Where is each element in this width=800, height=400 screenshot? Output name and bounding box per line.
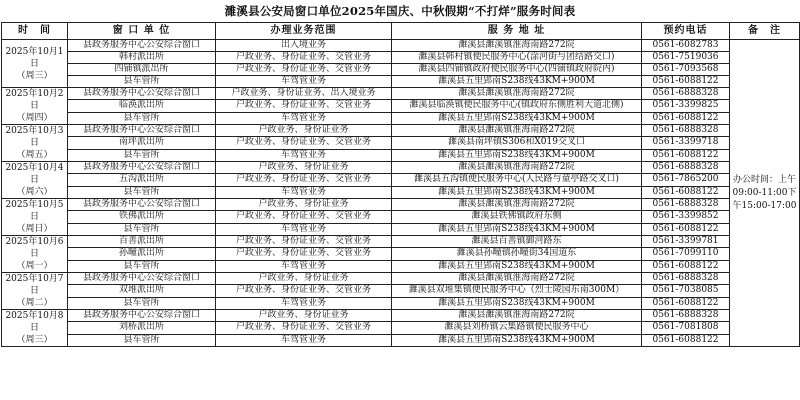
phone-cell: 0561-6088122 [642,297,730,309]
unit-cell: 县政务服务中心公安综合窗口 [68,310,216,322]
address-cell: 濉溪县刘桥镇云集路镇便民服务中心 [392,322,642,334]
phone-cell: 0561-6888328 [642,310,730,322]
address-cell: 濉溪县五沟镇便民服务中心(人民路与童亭路交叉口) [392,174,642,186]
scope-cell: 车驾管业务 [216,223,392,235]
phone-cell: 0561-7099110 [642,248,730,260]
office-hours-note: 办公时间：上午09:00-11:00下午15:00-17:00 [730,40,800,347]
phone-cell: 0561-7038085 [642,285,730,297]
phone-cell: 0561-7519036 [642,52,730,64]
unit-cell: 县政务服务中心公安综合窗口 [68,273,216,285]
weekday-text: （周三） [16,70,53,81]
weekday-text: （周一） [16,261,53,271]
header-row [2,23,800,40]
scope-cell: 户政业务、身份证业务、交管业务 [216,64,392,76]
phone-cell: 0561-3399852 [642,211,730,223]
phone-cell: 0561-6088122 [642,223,730,235]
unit-cell: 县车管所 [68,186,216,198]
date-cell [2,199,68,236]
unit-cell: 县车管所 [68,76,216,88]
unit-cell: 县车管所 [68,149,216,161]
table-row [2,88,800,100]
date-cell [2,162,68,199]
address-cell: 濉溪县濉溪镇淮海南路272院 [392,40,642,52]
table-row [2,334,800,346]
header-time: 时 间 [2,23,68,40]
scope-cell: 户政业务、身份证业务、交管业务 [216,322,392,334]
scope-cell: 户政业务、身份证业务、交管业务 [216,236,392,248]
date-text: 2025年10月8日 [5,311,64,333]
scope-cell: 户政业务、身份证业务 [216,199,392,211]
scope-cell: 户政业务、身份证业务、交管业务 [216,174,392,186]
table-row [2,297,800,309]
address-cell: 濉溪县五里郢南S238线43KM+900M [392,76,642,88]
table-row [2,211,800,223]
phone-cell: 0561-6088122 [642,186,730,198]
weekday-text: （周六） [16,187,53,197]
address-cell: 濉溪县五里郢南S238线43KM+900M [392,112,642,124]
table-row [2,236,800,248]
phone-cell: 0561-6888328 [642,273,730,285]
address-cell: 濉溪县濉溪镇淮海南路272院 [392,199,642,211]
scope-cell: 户政业务、身份证业务、交管业务 [216,285,392,297]
address-cell: 濉溪县五里郢南S238线43KM+900M [392,260,642,272]
scope-cell: 车驾管业务 [216,186,392,198]
phone-cell: 0561-6088122 [642,260,730,272]
phone-cell: 0561-3399825 [642,100,730,112]
scope-cell: 车驾管业务 [216,76,392,88]
header-phone: 预约电话 [642,23,730,40]
scope-cell: 车驾管业务 [216,260,392,272]
address-cell: 濉溪县双堆集镇便民服务中心（烈士陵园东南300M） [392,285,642,297]
scope-cell: 户政业务、身份证业务、交管业务 [216,137,392,149]
unit-cell: 县政务服务中心公安综合窗口 [68,162,216,174]
unit-cell: 县车管所 [68,223,216,235]
unit-cell: 铁佛派出所 [68,211,216,223]
scope-cell: 户政业务、身份证业务 [216,273,392,285]
unit-cell: 县车管所 [68,297,216,309]
scope-cell: 户政业务、身份证业务、出入境业务 [216,88,392,100]
address-cell: 濉溪县濉溪镇淮海南路272院 [392,125,642,137]
address-cell: 濉溪县濉溪镇淮海南路272院 [392,273,642,285]
unit-cell: 县政务服务中心公安综合窗口 [68,125,216,137]
unit-cell: 五沟派出所 [68,174,216,186]
table-row [2,223,800,235]
phone-cell: 0561-6888328 [642,125,730,137]
unit-cell: 四铺镇派出所 [68,64,216,76]
table-row [2,310,800,322]
table-row [2,100,800,112]
date-text: 2025年10月7日 [5,274,64,296]
unit-cell: 县政务服务中心公安综合窗口 [68,88,216,100]
schedule-table [1,22,800,347]
date-text: 2025年10月1日 [5,46,64,69]
table-row [2,285,800,297]
address-cell: 濉溪县五里郢南S238线43KM+900M [392,334,642,346]
address-cell: 濉溪县百善镇御河路东 [392,236,642,248]
unit-cell: 县车管所 [68,260,216,272]
address-cell: 濉溪县铁佛镇政府东侧 [392,211,642,223]
date-cell [2,40,68,88]
table-row [2,112,800,124]
address-cell: 濉溪县南坪镇S306和X019交叉口 [392,137,642,149]
phone-cell: 0561-6888328 [642,88,730,100]
table-row [2,199,800,211]
table-row [2,162,800,174]
unit-cell: 孙疃派出所 [68,248,216,260]
scope-cell: 户政业务、身份证业务 [216,310,392,322]
address-cell: 濉溪县五里郢南S238线43KM+900M [392,149,642,161]
phone-cell: 0561-3399781 [642,236,730,248]
header-address: 服 务 地 址 [392,23,642,40]
table-row [2,260,800,272]
unit-cell: 双堆派出所 [68,285,216,297]
scope-cell: 户政业务、身份证业务、交管业务 [216,100,392,112]
unit-cell: 县政务服务中心公安综合窗口 [68,40,216,52]
scope-cell: 户政业务、身份证业务、交管业务 [216,211,392,223]
unit-cell: 南坪派出所 [68,137,216,149]
date-text: 2025年10月3日 [5,126,64,148]
scope-cell: 户政业务、身份证业务 [216,162,392,174]
address-cell: 濉溪县濉溪镇淮海南路272院 [392,310,642,322]
weekday-text: （周日） [16,224,53,234]
phone-cell: 0561-6088122 [642,112,730,124]
table-row [2,273,800,285]
table-row [2,52,800,64]
scope-cell: 户政业务、身份证业务、交管业务 [216,52,392,64]
table-row [2,174,800,186]
address-cell: 濉溪县濉溪镇淮海南路272院 [392,162,642,174]
scope-cell: 车驾管业务 [216,334,392,346]
phone-cell: 0561-7093568 [642,64,730,76]
weekday-text: （周五） [16,150,53,160]
unit-cell: 临涣派出所 [68,100,216,112]
address-cell: 濉溪县韩村镇便民服务中心(涂河街与团结路交口) [392,52,642,64]
date-cell [2,125,68,162]
address-cell: 濉溪县五里郢南S238线43KM+900M [392,297,642,309]
phone-cell: 0561-6088122 [642,334,730,346]
phone-cell: 0561-7081808 [642,322,730,334]
phone-cell: 0561-3399718 [642,137,730,149]
scope-cell: 户政业务、身份证业务、交管业务 [216,248,392,260]
address-cell: 濉溪县四铺镇政府便民服务中心(四铺镇政府院内) [392,64,642,76]
date-cell [2,273,68,310]
page-title: 濉溪县公安局窗口单位2025年国庆、中秋假期“不打烊”服务时间表 [224,4,576,18]
table-row [2,149,800,161]
phone-cell: 0561-6888328 [642,199,730,211]
unit-cell: 县车管所 [68,112,216,124]
unit-cell: 刘桥派出所 [68,322,216,334]
phone-cell: 0561-6082783 [642,40,730,52]
table-row [2,40,800,52]
header-unit: 窗 口 单 位 [68,23,216,40]
date-text: 2025年10月6日 [5,237,64,259]
header-note: 备 注 [730,23,800,40]
scope-cell: 出入境业务 [216,40,392,52]
table-row [2,76,800,88]
weekday-text: （周四） [16,113,53,123]
address-cell: 濉溪县五里郢南S238线43KM+900M [392,186,642,198]
address-cell: 濉溪县濉溪镇淮海南路272院 [392,88,642,100]
scope-cell: 车驾管业务 [216,149,392,161]
phone-cell: 0561-6888328 [642,162,730,174]
date-text: 2025年10月2日 [5,89,64,111]
phone-cell: 0561-6088122 [642,76,730,88]
date-cell [2,310,68,347]
scope-cell: 车驾管业务 [216,112,392,124]
schedule-body [2,40,800,347]
weekday-text: （周二） [16,298,53,308]
table-row [2,64,800,76]
phone-cell: 0561-7865200 [642,174,730,186]
table-row [2,137,800,149]
phone-cell: 0561-6088122 [642,149,730,161]
table-row [2,248,800,260]
date-text: 2025年10月5日 [5,200,64,222]
address-cell: 濉溪县临涣镇便民服务中心(镇政府东侧胜利大道北侧) [392,100,642,112]
unit-cell: 百善派出所 [68,236,216,248]
address-cell: 濉溪县孙疃镇孙疃街34国道东 [392,248,642,260]
table-row [2,186,800,198]
scope-cell: 户政业务、身份证业务 [216,125,392,137]
table-row [2,322,800,334]
weekday-text: （周三） [16,335,53,345]
scope-cell: 车驾管业务 [216,297,392,309]
date-cell [2,236,68,273]
unit-cell: 韩村派出所 [68,52,216,64]
table-row [2,125,800,137]
unit-cell: 县车管所 [68,334,216,346]
header-scope: 办理业务范围 [216,23,392,40]
unit-cell: 县政务服务中心公安综合窗口 [68,199,216,211]
address-cell: 濉溪县五里郢南S238线43KM+900M [392,223,642,235]
date-cell [2,88,68,125]
date-text: 2025年10月4日 [5,163,64,185]
